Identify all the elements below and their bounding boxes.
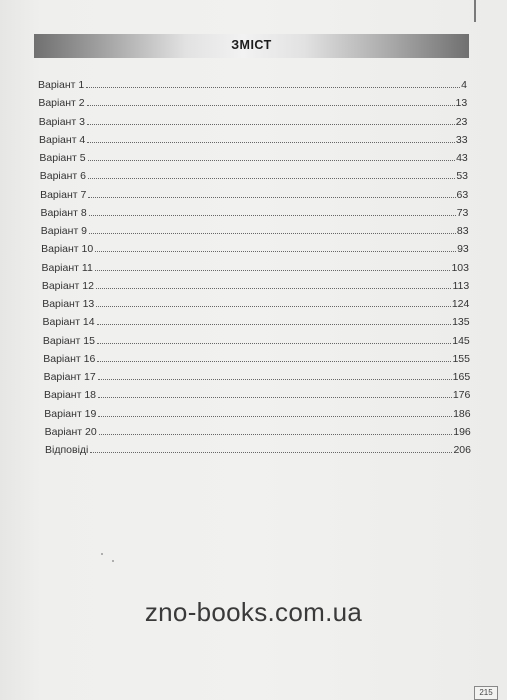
contents-header-bar (34, 34, 469, 58)
toc-leader-dots (97, 361, 451, 362)
toc-leader-dots (87, 142, 455, 143)
toc-leader-dots (95, 270, 451, 271)
toc-row (42, 276, 469, 292)
toc-row (39, 130, 468, 146)
toc-row (42, 294, 469, 310)
toc-leader-dots (97, 324, 451, 325)
toc-row (39, 112, 468, 128)
toc-row (42, 258, 470, 274)
toc-page-number: 206 (453, 444, 471, 456)
toc-row (38, 75, 467, 91)
toc-row (44, 367, 471, 383)
toc-leader-dots (99, 434, 453, 435)
watermark-url: zno-books.com.ua (144, 597, 363, 627)
toc-leader-dots (96, 306, 451, 307)
toc-label: Варіант 11 (41, 261, 93, 274)
toc-row (43, 331, 470, 347)
toc-label: Варіант 20 (44, 425, 97, 438)
toc-leader-dots (87, 124, 455, 125)
toc-row (41, 221, 469, 237)
scan-speck (112, 560, 114, 562)
toc-leader-dots (97, 343, 451, 344)
toc-page-number: 33 (455, 133, 468, 146)
toc-page-number: 73 (456, 206, 469, 219)
toc-row (43, 349, 470, 365)
toc-label: Варіант 2 (38, 97, 85, 110)
toc-row (43, 312, 470, 328)
toc-label: Варіант 10 (41, 243, 94, 256)
toc-row (45, 422, 471, 438)
toc-page-number: 93 (457, 243, 469, 256)
toc-row (45, 440, 471, 456)
toc-label: Варіант 1 (38, 79, 85, 91)
toc-label: Варіант 18 (43, 389, 96, 402)
toc-page-number: 186 (453, 407, 471, 420)
page-number: 215 (474, 686, 498, 700)
toc-label: Варіант 14 (42, 316, 95, 329)
toc-leader-dots (98, 379, 452, 380)
toc-page-number: 43 (456, 152, 468, 164)
toc-label: Варіант 8 (40, 206, 87, 219)
toc-page-number: 53 (456, 170, 468, 183)
toc-page-number: 103 (451, 261, 469, 274)
toc-leader-dots (95, 251, 456, 252)
toc-label: Варіант 13 (42, 298, 95, 310)
toc-label: Варіант 5 (39, 152, 86, 164)
toc-row (41, 239, 469, 255)
toc-leader-dots (98, 416, 452, 417)
toc-label: Варіант 12 (41, 279, 94, 292)
scan-speck (101, 553, 103, 555)
toc-label: Варіант 19 (44, 407, 97, 420)
toc-leader-dots (98, 397, 452, 398)
toc-page-number: 165 (452, 371, 471, 383)
toc-page-number: 124 (451, 298, 470, 310)
toc-page-number: 23 (455, 115, 468, 128)
toc-page-number: 13 (455, 97, 468, 110)
toc-page-number: 63 (456, 188, 469, 201)
toc-row (40, 185, 468, 201)
toc-leader-dots (88, 197, 455, 198)
toc-leader-dots (87, 105, 455, 106)
toc-label: Варіант 4 (39, 133, 86, 146)
toc-row (40, 203, 468, 219)
toc-leader-dots (88, 178, 455, 179)
page-edge-mark (474, 0, 476, 22)
toc-leader-dots (96, 288, 452, 289)
toc-leader-dots (89, 215, 456, 216)
toc-page-number: 113 (452, 279, 470, 292)
toc-label: Варіант 9 (40, 225, 88, 237)
toc-label: Варіант 3 (38, 115, 85, 128)
toc-label: Варіант 6 (39, 170, 86, 183)
contents-title: ЗМІСТ (231, 38, 272, 52)
toc-label: Варіант 7 (40, 188, 87, 201)
toc-page-number: 196 (453, 425, 471, 438)
toc-label: Варіант 16 (43, 352, 96, 365)
toc-leader-dots (88, 160, 455, 161)
toc-row (39, 148, 467, 164)
toc-row (40, 166, 468, 182)
toc-leader-dots (86, 87, 460, 88)
toc-label: Варіант 15 (42, 334, 95, 347)
toc-label: Відповіді (45, 444, 89, 456)
toc-row (44, 404, 470, 420)
toc-row (44, 385, 470, 401)
toc-page-number: 155 (452, 352, 470, 365)
toc-page-number: 176 (452, 389, 471, 402)
toc-label: Варіант 17 (43, 371, 96, 383)
toc-page-number: 4 (461, 79, 467, 91)
toc-leader-dots (89, 233, 456, 234)
toc-page-number: 145 (452, 334, 470, 347)
toc-page-number: 135 (452, 316, 470, 329)
toc-page-number: 83 (456, 225, 469, 237)
toc-leader-dots (90, 452, 452, 453)
toc-row (38, 93, 467, 109)
